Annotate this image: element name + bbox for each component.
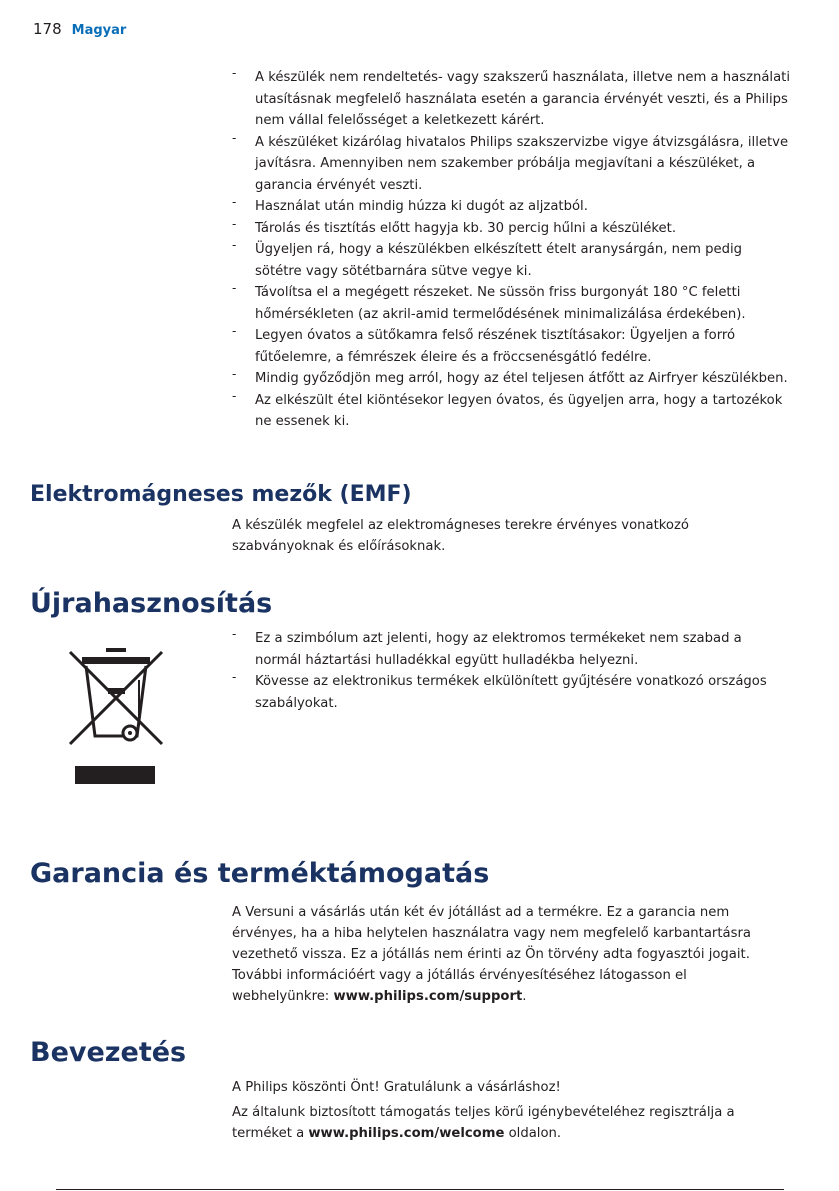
recycling-heading: Újrahasznosítás <box>30 588 273 619</box>
intro-tail: oldalon. <box>504 1126 562 1141</box>
list-item: - Kövesse az elektronikus termékek elkülönített gyűjtésére vonatkozó országos szabályokat. <box>232 671 792 714</box>
crossed-bin-icon <box>66 646 166 786</box>
warranty-paragraph <box>232 902 788 1007</box>
intro-text: Az általunk biztosított támogatás teljes körű igénybevételéhez regisztrálja a terméket a <box>232 1105 735 1141</box>
intro-heading: Bevezetés <box>30 1037 187 1068</box>
list-item: - Tárolás és tisztítás előtt hagyja kb. 30 percig hűlni a készüléket. <box>232 218 792 240</box>
page-header <box>33 20 126 38</box>
warranty-tail: . <box>522 989 527 1004</box>
intro-paragraph <box>232 1102 788 1144</box>
list-item: - Legyen óvatos a sütőkamra felső részének tisztításakor: Ügyeljen a forró fűtőelemre, a fémrészek éleire és a fröccsenésgátló fedélre. <box>232 325 792 368</box>
list-item: - Ügyeljen rá, hogy a készülékben elkészített ételt aranysárgán, nem pedig sötétre vagy sötétbarnára sütve vegye ki. <box>232 239 792 282</box>
list-item: - A készülék nem rendeltetés- vagy szakszerű használata, illetve nem a használati utasításnak megfelelő használata esetén a garancia érvényét veszti, és a Philips nem vállal felelősséget a keletkezett kárért. <box>232 67 792 132</box>
list-item: - Ez a szimbólum azt jelenti, hogy az elektromos termékeket nem szabad a normál háztartási hulladékkal együtt hulladékba helyezni. <box>232 628 792 671</box>
safety-list <box>232 67 792 433</box>
list-item: - A készüléket kizárólag hivatalos Philips szakszervizbe vigye átvizsgálásra, illetve javításra. Amennyiben nem szakember próbálja megjavítani a készüléket, a garancia érvényét veszti. <box>232 132 792 197</box>
emf-heading: Elektromágneses mezők (EMF) <box>30 482 412 507</box>
warranty-heading: Garancia és terméktámogatás <box>30 858 490 889</box>
warranty-text: A Versuni a vásárlás után két év jótállást ad a termékre. Ez a garancia nem érvényes, ha a hiba helytelen használatra vagy nem megfelelő karbantartásra vezethető vissza. Ez a jótállás nem érinti az Ön törvény adta fogyasztói jogait. További információért vagy a jótállás érvényesítéséhez látogasson el webhelyünkre: <box>232 905 751 1004</box>
list-item: - Mindig győződjön meg arról, hogy az étel teljesen átfőtt az Airfryer készülékben. <box>232 368 792 390</box>
list-item: - Távolítsa el a megégett részeket. Ne süssön friss burgonyát 180 °C feletti hőmérsékleten (az akril-amid termelődésének minimalizálása érdekében). <box>232 282 792 325</box>
emf-paragraph: A készülék megfelel az elektromágneses terekre érvényes vonatkozó szabványoknak és előírásoknak. <box>232 518 689 554</box>
intro-greeting: A Philips köszönti Önt! Gratulálunk a vásárláshoz! <box>232 1080 561 1095</box>
language-label: Magyar <box>71 23 127 38</box>
bottom-rule <box>56 1189 784 1190</box>
list-item: - Az elkészült étel kiöntésekor legyen óvatos, és ügyeljen arra, hogy a tartozékok ne essenek ki. <box>232 390 792 433</box>
recycling-list <box>232 628 792 714</box>
welcome-link[interactable]: www.philips.com/welcome <box>308 1126 505 1141</box>
support-link[interactable]: www.philips.com/support <box>333 989 523 1004</box>
page-number: 178 <box>33 20 62 38</box>
list-item: - Használat után mindig húzza ki dugót az aljzatból. <box>232 196 792 218</box>
